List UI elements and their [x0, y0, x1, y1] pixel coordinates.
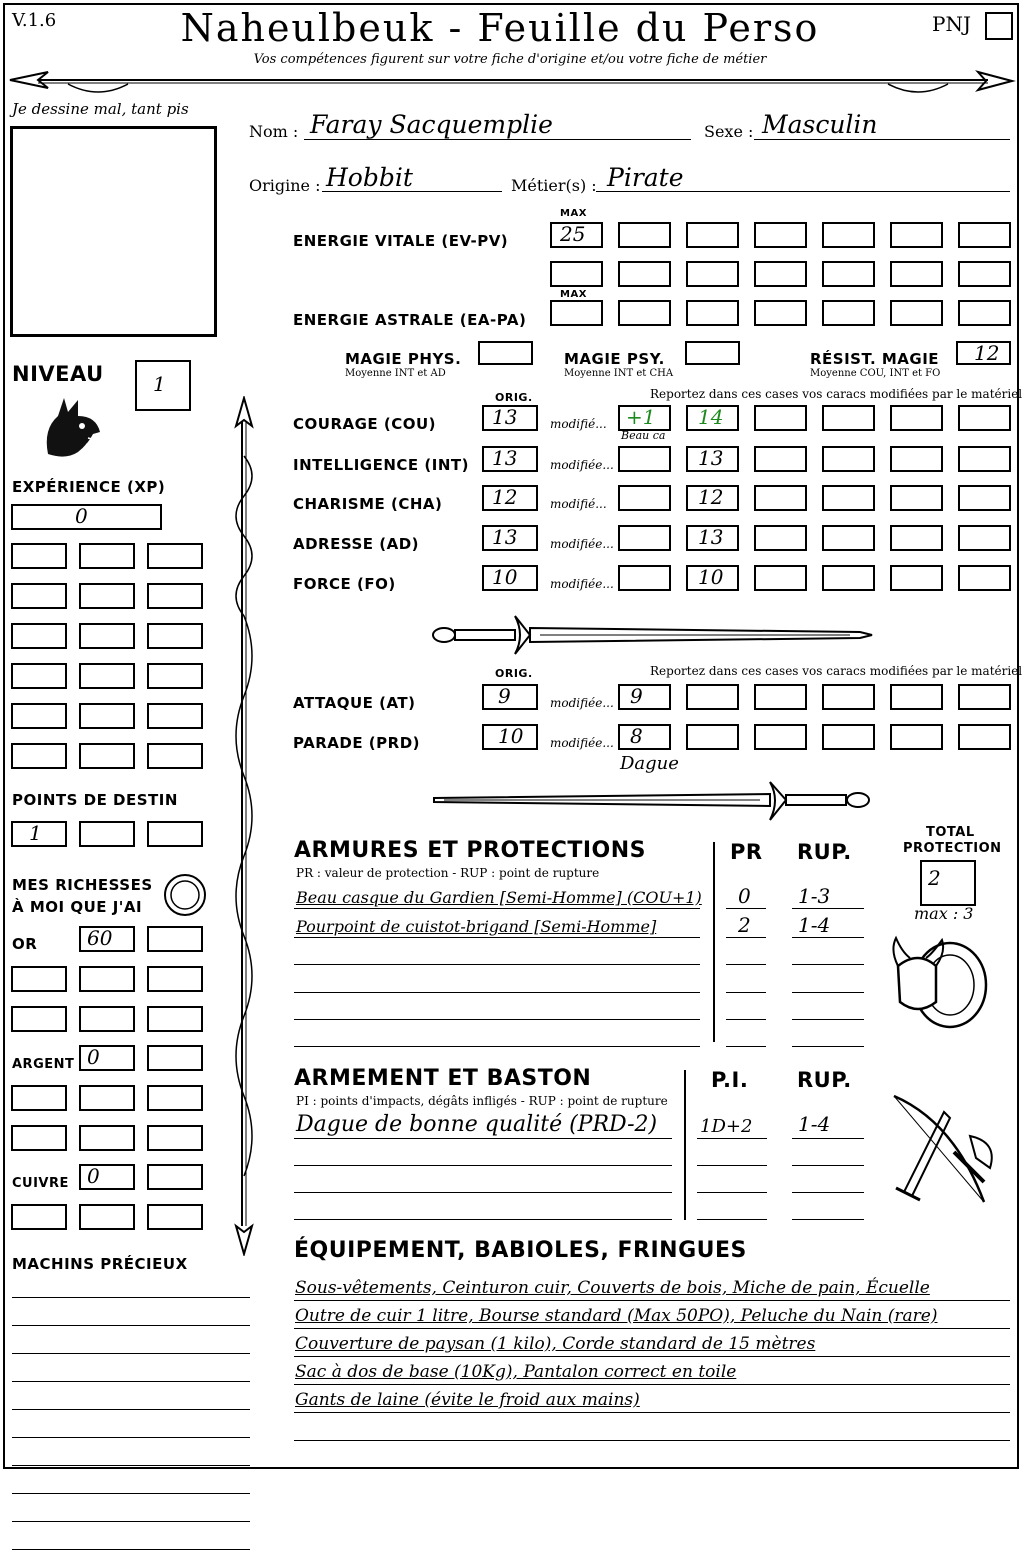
- metier-underline: [596, 191, 1010, 192]
- ea-box-2[interactable]: [618, 300, 671, 326]
- precious-line[interactable]: [12, 1521, 250, 1522]
- xp-box-r5c3[interactable]: [147, 703, 203, 729]
- xp-box-r6c1[interactable]: [11, 743, 67, 769]
- equip-line-text[interactable]: Sac à dos de base (10Kg), Pantalon correct en toile: [295, 1362, 737, 1382]
- combat-extra-box[interactable]: [686, 724, 739, 750]
- ev-box-row2-3[interactable]: [686, 261, 739, 287]
- stat-final-box[interactable]: 14: [686, 405, 739, 431]
- equip-line-text[interactable]: Couverture de paysan (1 kilo), Corde standard de 15 mètres: [295, 1334, 816, 1354]
- stat-extra-box[interactable]: [958, 485, 1011, 511]
- sexe-label: Sexe :: [704, 122, 754, 141]
- armor-rup-line[interactable]: [792, 937, 864, 938]
- cuivre-label: CUIVRE: [12, 1176, 69, 1191]
- page-title: Naheulbeuk - Feuille du Perso: [180, 6, 820, 50]
- argent-label: ARGENT: [12, 1057, 75, 1072]
- niveau-label: NIVEAU: [12, 362, 104, 386]
- wealth-box-r2c3[interactable]: [147, 966, 203, 992]
- stat-extra-box[interactable]: [754, 446, 807, 472]
- nom-underline: [304, 139, 691, 140]
- ev-max-label: MAX: [560, 208, 587, 219]
- helmet-shield-icon: [888, 930, 998, 1035]
- xp-box-r4c2[interactable]: [79, 663, 135, 689]
- combat-extra-box[interactable]: [822, 684, 875, 710]
- combat-extra-box[interactable]: [958, 724, 1011, 750]
- stat-modif-label: modifiée...: [550, 537, 614, 551]
- ev-box-5[interactable]: [822, 222, 875, 248]
- stat-extra-box[interactable]: [890, 446, 943, 472]
- portrait-caption: Je dessine mal, tant pis: [12, 100, 189, 118]
- wealth-box-r8c1[interactable]: [11, 1204, 67, 1230]
- wealth-box-r3c2[interactable]: [79, 1006, 135, 1032]
- destin-box-1[interactable]: 1: [11, 821, 67, 847]
- origine-underline: [322, 191, 502, 192]
- pnj-checkbox[interactable]: [985, 12, 1013, 40]
- stat-final-box[interactable]: 12: [686, 485, 739, 511]
- armor-rup-line[interactable]: [792, 1019, 864, 1020]
- wealth-box-r4c3[interactable]: [147, 1045, 203, 1071]
- total-protection-label-1: TOTAL: [926, 825, 975, 840]
- armor-item-pr[interactable]: 0: [738, 884, 751, 908]
- combat-extra-box[interactable]: [754, 724, 807, 750]
- ev-box-row2-5[interactable]: [822, 261, 875, 287]
- armures-col-pr: PR: [730, 840, 763, 864]
- stat-extra-box[interactable]: [890, 525, 943, 551]
- armures-col-rup: RUP.: [797, 840, 852, 864]
- weapon-rup-line[interactable]: [792, 1219, 864, 1220]
- magie-psy-note: Moyenne INT et CHA: [564, 368, 674, 379]
- wealth-box-r2c1[interactable]: [11, 966, 67, 992]
- stat-orig-box[interactable]: 13: [482, 446, 538, 472]
- ev-box-row2-7[interactable]: [958, 261, 1011, 287]
- armor-name-line[interactable]: [294, 1046, 700, 1047]
- xp-box-r2c1[interactable]: [11, 583, 67, 609]
- wealth-box-r7c2[interactable]: 0: [79, 1164, 135, 1190]
- armor-name-line[interactable]: [294, 908, 700, 909]
- stat-mod-box[interactable]: [618, 565, 671, 591]
- metier-label: Métier(s) :: [511, 176, 597, 195]
- combat-report-note: Reportez dans ces cases vos caracs modifiées par le matériel: [650, 664, 1023, 678]
- armor-item-name[interactable]: Beau casque du Gardien [Semi-Homme] (COU+1): [296, 888, 702, 907]
- wealth-box-r6c3[interactable]: [147, 1125, 203, 1151]
- precious-line[interactable]: [12, 1325, 250, 1326]
- resist-magie-box[interactable]: 12: [956, 341, 1011, 365]
- xp-box-r1c3[interactable]: [147, 543, 203, 569]
- xp-box-r1c2[interactable]: [79, 543, 135, 569]
- stat-mod-box[interactable]: [618, 485, 671, 511]
- stat-extra-box[interactable]: [958, 446, 1011, 472]
- nom-value[interactable]: Faray Sacquemplie: [310, 110, 553, 139]
- stat-extra-box[interactable]: [958, 405, 1011, 431]
- stat-final-box[interactable]: 13: [686, 446, 739, 472]
- armor-item-rup[interactable]: 1-3: [798, 884, 831, 908]
- weapon-item-rup[interactable]: 1-4: [798, 1112, 831, 1136]
- equip-line-text[interactable]: Gants de laine (évite le froid aux mains): [295, 1390, 640, 1410]
- sexe-underline: [754, 139, 1010, 140]
- stat-extra-box[interactable]: [890, 405, 943, 431]
- wealth-box-r8c2[interactable]: [79, 1204, 135, 1230]
- armures-legend: PR : valeur de protection - RUP : point de rupture: [296, 866, 600, 880]
- combat-label: ATTAQUE (AT): [293, 694, 416, 712]
- armor-pr-line[interactable]: [726, 964, 766, 965]
- armor-rup-line[interactable]: [792, 908, 864, 909]
- armement-col-rup: RUP.: [797, 1068, 852, 1092]
- stat-label: INTELLIGENCE (INT): [293, 456, 469, 474]
- spear-divider-icon: [8, 66, 1016, 102]
- precious-line[interactable]: [12, 1409, 250, 1410]
- precious-line[interactable]: [12, 1493, 250, 1494]
- destin-label: POINTS DE DESTIN: [12, 791, 178, 809]
- combat-orig-box[interactable]: 9: [482, 684, 538, 710]
- stat-final-box[interactable]: 10: [686, 565, 739, 591]
- stat-extra-box[interactable]: [822, 565, 875, 591]
- stat-modif-label: modifié...: [550, 417, 607, 431]
- ea-box-6[interactable]: [890, 300, 943, 326]
- weapon-pi-line[interactable]: [697, 1138, 767, 1139]
- ea-box-7[interactable]: [958, 300, 1011, 326]
- precious-line[interactable]: [12, 1437, 250, 1438]
- precious-line[interactable]: [12, 1381, 250, 1382]
- armor-rup-line[interactable]: [792, 964, 864, 965]
- armor-name-line[interactable]: [294, 992, 700, 993]
- armement-col-pi: P.I.: [711, 1068, 749, 1092]
- stat-extra-box[interactable]: [822, 446, 875, 472]
- sword-icon-2: [430, 776, 875, 826]
- xp-box-r2c3[interactable]: [147, 583, 203, 609]
- equip-line[interactable]: [294, 1468, 1010, 1469]
- armor-pr-line[interactable]: [726, 1046, 766, 1047]
- xp-box-r2c2[interactable]: [79, 583, 135, 609]
- ev-box-1[interactable]: 25: [550, 222, 603, 248]
- stat-extra-box[interactable]: [890, 485, 943, 511]
- precious-line[interactable]: [12, 1353, 250, 1354]
- wealth-box-r1c2[interactable]: 60: [79, 926, 135, 952]
- xp-box-r6c2[interactable]: [79, 743, 135, 769]
- stat-extra-box[interactable]: [754, 485, 807, 511]
- xp-box-r1c1[interactable]: [11, 543, 67, 569]
- magie-psy-box[interactable]: [685, 341, 740, 365]
- equip-line[interactable]: [294, 1412, 1010, 1413]
- armement-legend: PI : points d'impacts, dégâts infligés - RUP : point de rupture: [296, 1094, 668, 1108]
- weapon-name-line[interactable]: [294, 1165, 672, 1166]
- ea-box-3[interactable]: [686, 300, 739, 326]
- parade-note: Dague: [620, 753, 679, 774]
- richesses-label-1: MES RICHESSES: [12, 876, 153, 894]
- stat-orig-box[interactable]: 13: [482, 525, 538, 551]
- stat-label: COURAGE (COU): [293, 415, 437, 433]
- stat-courage-note: Beau ca: [621, 429, 666, 442]
- armor-rup-line[interactable]: [792, 1046, 864, 1047]
- xp-box-r5c2[interactable]: [79, 703, 135, 729]
- armement-divider: [684, 1070, 686, 1220]
- resist-magie-note: Moyenne COU, INT et FO: [810, 368, 941, 379]
- weapon-pi-line[interactable]: [697, 1219, 767, 1220]
- armement-title: ARMEMENT ET BASTON: [294, 1066, 592, 1091]
- ea-box-5[interactable]: [822, 300, 875, 326]
- dragon-icon: [38, 394, 108, 464]
- combat-extra-box[interactable]: [686, 684, 739, 710]
- armor-item-rup[interactable]: 1-4: [798, 913, 831, 937]
- pnj-label: PNJ: [932, 12, 971, 36]
- sexe-value[interactable]: Masculin: [762, 110, 878, 139]
- metier-value[interactable]: Pirate: [607, 163, 684, 192]
- equip-line[interactable]: [294, 1440, 1010, 1441]
- weapon-rup-line[interactable]: [792, 1165, 864, 1166]
- combat-modif-label: modifiée...: [550, 736, 614, 750]
- coin-icon: [162, 872, 208, 918]
- destin-box-2[interactable]: [79, 821, 135, 847]
- stat-extra-box[interactable]: [754, 405, 807, 431]
- ev-box-row2-2[interactable]: [618, 261, 671, 287]
- xp-box-r3c1[interactable]: [11, 623, 67, 649]
- combat-extra-box[interactable]: [754, 684, 807, 710]
- magie-psy-label: MAGIE PSY.: [564, 350, 665, 368]
- stat-orig-box[interactable]: 13: [482, 405, 538, 431]
- stat-extra-box[interactable]: [822, 525, 875, 551]
- stat-extra-box[interactable]: [822, 485, 875, 511]
- equip-line[interactable]: [294, 1328, 1010, 1329]
- magie-phys-note: Moyenne INT et AD: [345, 368, 446, 379]
- wealth-box-r7c3[interactable]: [147, 1164, 203, 1190]
- xp-box-r3c3[interactable]: [147, 623, 203, 649]
- armor-name-line[interactable]: [294, 964, 700, 965]
- stat-orig-box[interactable]: 10: [482, 565, 538, 591]
- xp-box[interactable]: 0: [11, 504, 162, 530]
- ev-box-2[interactable]: [618, 222, 671, 248]
- stat-mod-box[interactable]: [618, 525, 671, 551]
- nom-label: Nom :: [249, 122, 299, 141]
- wealth-box-r1c3[interactable]: [147, 926, 203, 952]
- page-subtitle: Vos compétences figurent sur votre fiche d'origine et/ou votre fiche de métier: [253, 52, 767, 67]
- wealth-box-r3c1[interactable]: [11, 1006, 67, 1032]
- weapon-name-line[interactable]: [294, 1192, 672, 1193]
- weapon-item-name[interactable]: Dague de bonne qualité (PRD-2): [296, 1112, 658, 1137]
- combat-extra-box[interactable]: [822, 724, 875, 750]
- combat-mod-box[interactable]: 9: [618, 684, 671, 710]
- armor-pr-line[interactable]: [726, 1019, 766, 1020]
- destin-box-3[interactable]: [147, 821, 203, 847]
- combat-extra-box[interactable]: [890, 724, 943, 750]
- stat-orig-box[interactable]: 12: [482, 485, 538, 511]
- armor-pr-line[interactable]: [726, 908, 766, 909]
- equip-line-text[interactable]: Sous-vêtements, Ceinturon cuir, Couverts de bois, Miche de pain, Écuelle: [295, 1278, 930, 1298]
- equip-line[interactable]: [294, 1300, 1010, 1301]
- stat-modif-label: modifiée...: [550, 458, 614, 472]
- stat-extra-box[interactable]: [822, 405, 875, 431]
- stat-label: CHARISME (CHA): [293, 495, 443, 513]
- combat-mod-box[interactable]: 8: [618, 724, 671, 750]
- ea-box-4[interactable]: [754, 300, 807, 326]
- equip-line[interactable]: [294, 1384, 1010, 1385]
- wealth-box-r4c2[interactable]: 0: [79, 1045, 135, 1071]
- stat-final-box[interactable]: 13: [686, 525, 739, 551]
- stat-extra-box[interactable]: [890, 565, 943, 591]
- sword-icon: [430, 612, 875, 658]
- xp-box-r4c3[interactable]: [147, 663, 203, 689]
- resist-magie-label: RÉSIST. MAGIE: [810, 350, 940, 368]
- magie-phys-box[interactable]: [478, 341, 533, 365]
- ev-box-7[interactable]: [958, 222, 1011, 248]
- wealth-box-r5c3[interactable]: [147, 1085, 203, 1111]
- combat-orig-label: ORIG.: [495, 667, 533, 680]
- armor-name-line[interactable]: [294, 1019, 700, 1020]
- xp-box-r6c3[interactable]: [147, 743, 203, 769]
- wealth-box-r6c2[interactable]: [79, 1125, 135, 1151]
- combat-extra-box[interactable]: [958, 684, 1011, 710]
- xp-box-r4c1[interactable]: [11, 663, 67, 689]
- equip-line[interactable]: [294, 1356, 1010, 1357]
- total-protection-box[interactable]: 2: [920, 860, 976, 906]
- ev-box-4[interactable]: [754, 222, 807, 248]
- ev-box-row2-4[interactable]: [754, 261, 807, 287]
- stats-report-note: Reportez dans ces cases vos caracs modifiées par le matériel: [650, 387, 1023, 401]
- weapon-name-line[interactable]: [294, 1138, 672, 1139]
- armor-pr-line[interactable]: [726, 992, 766, 993]
- wealth-box-r8c3[interactable]: [147, 1204, 203, 1230]
- equip-line-text[interactable]: Outre de cuir 1 litre, Bourse standard (Max 50PO), Peluche du Nain (rare): [295, 1306, 938, 1326]
- ev-box-row2-1[interactable]: [550, 261, 603, 287]
- ea-max-label: MAX: [560, 289, 587, 300]
- armor-pr-line[interactable]: [726, 937, 766, 938]
- precious-line[interactable]: [12, 1297, 250, 1298]
- stats-orig-label: ORIG.: [495, 391, 533, 404]
- armor-rup-line[interactable]: [792, 992, 864, 993]
- ev-box-6[interactable]: [890, 222, 943, 248]
- wealth-box-r6c1[interactable]: [11, 1125, 67, 1151]
- weapon-name-line[interactable]: [294, 1219, 672, 1220]
- stat-extra-box[interactable]: [958, 565, 1011, 591]
- stat-label: FORCE (FO): [293, 575, 396, 593]
- machins-precieux-label: MACHINS PRÉCIEUX: [12, 1255, 188, 1273]
- weapon-rup-line[interactable]: [792, 1138, 864, 1139]
- armor-item-pr[interactable]: 2: [738, 913, 751, 937]
- weapon-rup-line[interactable]: [792, 1192, 864, 1193]
- combat-orig-box[interactable]: 10: [482, 724, 538, 750]
- ea-box-1[interactable]: [550, 300, 603, 326]
- wealth-box-r2c2[interactable]: [79, 966, 135, 992]
- total-protection-label-2: PROTECTION: [903, 841, 1002, 856]
- weapon-pi-line[interactable]: [697, 1192, 767, 1193]
- weapon-item-pi[interactable]: 1D+2: [700, 1116, 753, 1137]
- armor-item-name[interactable]: Pourpoint de cuistot-brigand [Semi-Homme]: [296, 917, 657, 936]
- equipement-title: ÉQUIPEMENT, BABIOLES, FRINGUES: [294, 1238, 747, 1263]
- xp-box-r3c2[interactable]: [79, 623, 135, 649]
- precious-line[interactable]: [12, 1465, 250, 1466]
- stat-extra-box[interactable]: [958, 525, 1011, 551]
- combat-modif-label: modifiée...: [550, 696, 614, 710]
- wealth-box-r5c2[interactable]: [79, 1085, 135, 1111]
- origine-label: Origine :: [249, 176, 321, 195]
- origine-value[interactable]: Hobbit: [326, 163, 413, 192]
- portrait-frame[interactable]: [10, 126, 217, 337]
- combat-extra-box[interactable]: [890, 684, 943, 710]
- wealth-box-r5c1[interactable]: [11, 1085, 67, 1111]
- magie-phys-label: MAGIE PHYS.: [345, 350, 462, 368]
- ev-label: ENERGIE VITALE (EV-PV): [293, 232, 509, 250]
- ev-box-3[interactable]: [686, 222, 739, 248]
- ea-label: ENERGIE ASTRALE (EA-PA): [293, 311, 527, 329]
- stat-extra-box[interactable]: [754, 565, 807, 591]
- weapons-icon: [884, 1092, 1006, 1218]
- niveau-box[interactable]: 1: [135, 360, 191, 411]
- ev-box-row2-6[interactable]: [890, 261, 943, 287]
- vertical-spear-icon: [226, 396, 262, 1256]
- wealth-box-r3c3[interactable]: [147, 1006, 203, 1032]
- armures-divider: [713, 842, 715, 1042]
- armures-title: ARMURES ET PROTECTIONS: [294, 838, 646, 863]
- weapon-pi-line[interactable]: [697, 1165, 767, 1166]
- combat-label: PARADE (PRD): [293, 734, 421, 752]
- xp-label: EXPÉRIENCE (XP): [12, 478, 166, 496]
- version-label: V.1.6: [12, 10, 57, 31]
- armor-name-line[interactable]: [294, 937, 700, 938]
- stat-label: ADRESSE (AD): [293, 535, 420, 553]
- stat-mod-box[interactable]: [618, 446, 671, 472]
- total-protection-max: max : 3: [914, 904, 974, 923]
- stat-modif-label: modifié...: [550, 497, 607, 511]
- stat-mod-box[interactable]: +1: [618, 405, 671, 431]
- or-label: OR: [12, 935, 38, 953]
- richesses-label-2: À MOI QUE J'AI: [12, 898, 143, 916]
- xp-box-r5c1[interactable]: [11, 703, 67, 729]
- stat-extra-box[interactable]: [754, 525, 807, 551]
- stat-modif-label: modifiée...: [550, 577, 614, 591]
